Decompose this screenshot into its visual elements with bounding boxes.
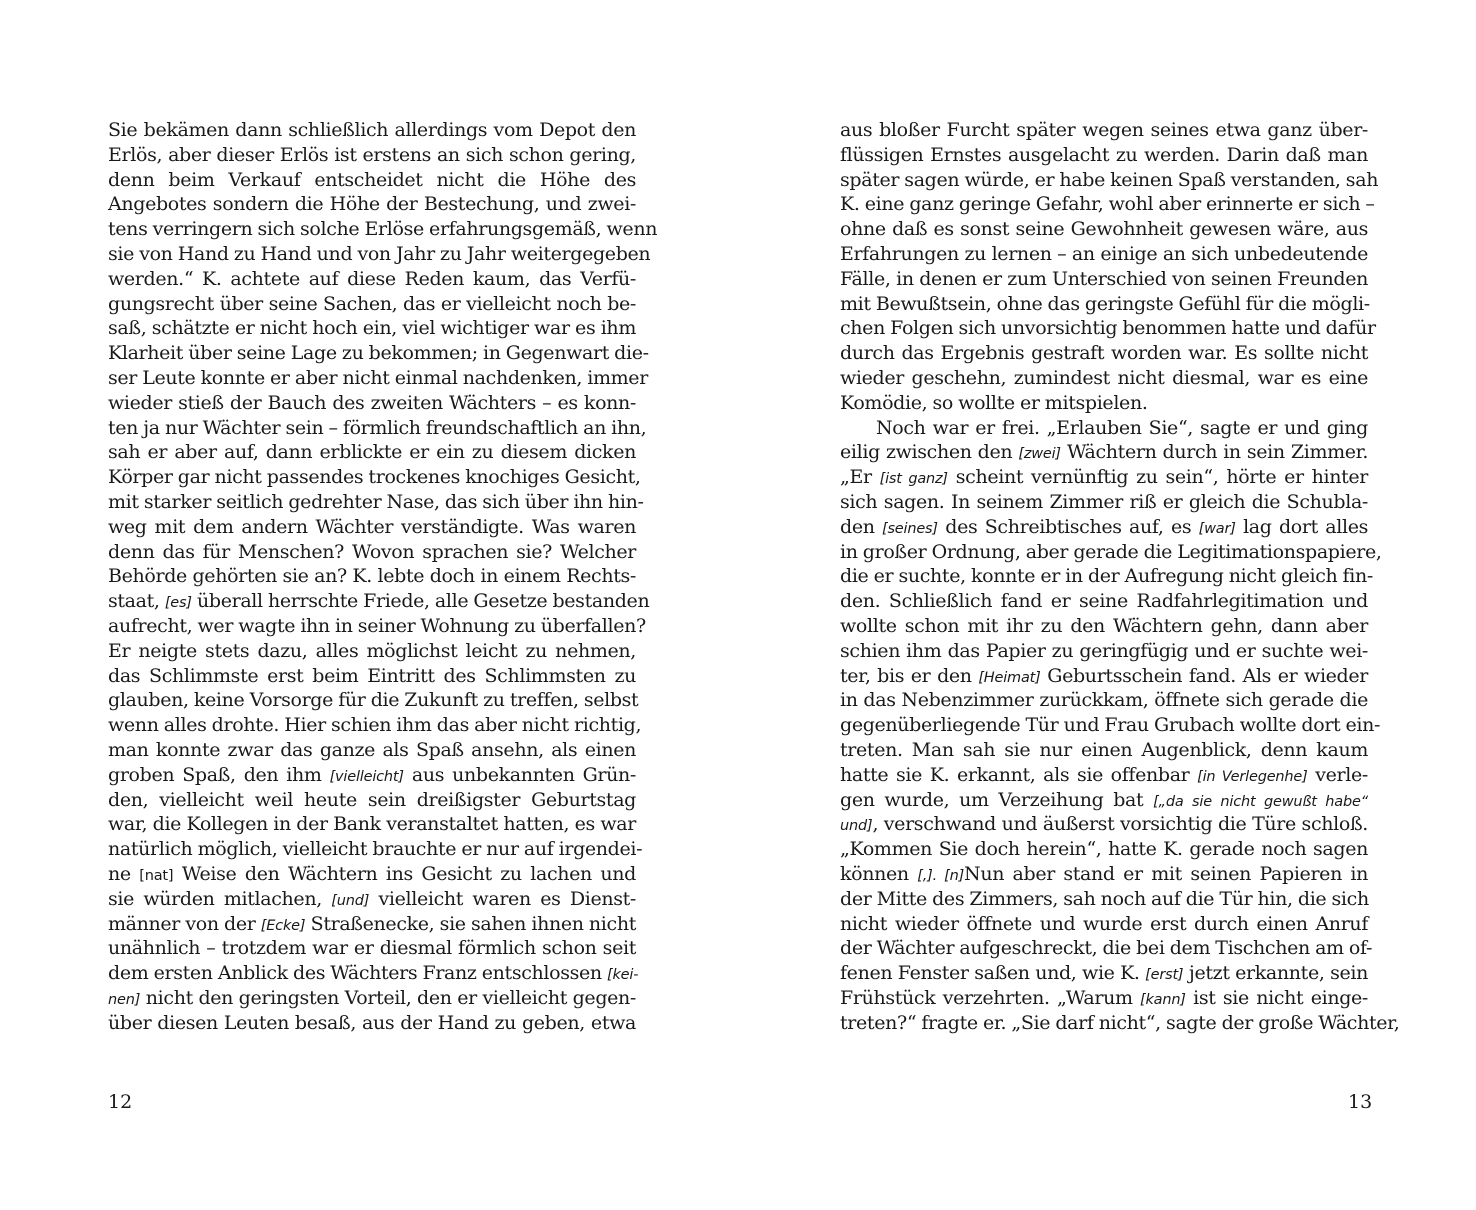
text-segment: fenen Fenster saßen und, wie K. (840, 962, 1146, 985)
text-line (108, 465, 641, 490)
text-segment: gen wurde, um Verzeihung bat (840, 788, 1154, 811)
text-segment: mit starker seitlich gedrehter Nase, das sich über ihn hin- (108, 490, 644, 513)
text-segment: mit Bewußtsein, ohne das geringste Gefühl für die mögli- (840, 292, 1370, 315)
text-segment: gegenüberliegende Tür und Frau Grubach wollte dort ein- (840, 714, 1381, 737)
text-line (108, 986, 636, 1011)
text-segment: wenn alles drohte. Hier schien ihm das aber nicht richtig, (108, 714, 642, 737)
editorial-insertion: [ist ganz] (879, 471, 948, 488)
text-segment: den. Schließlich fand er seine Radfahrlegitimation und (840, 590, 1368, 613)
text-line (108, 168, 636, 193)
text-line (840, 837, 1368, 862)
editorial-insertion: [nat] (139, 867, 174, 884)
text-line (840, 292, 1368, 317)
editorial-insertion: [erst] (1145, 967, 1184, 984)
editorial-insertion: [und] (331, 892, 370, 909)
text-segment: in das Nebenzimmer zurückkam, öffnete sich gerade die (840, 689, 1368, 712)
text-segment: sah er aber auf, dann erblickte er ein zu diesem dicken (108, 441, 636, 464)
text-segment: Geburtsschein fand. Als er wieder (1040, 664, 1368, 687)
text-line (840, 961, 1368, 986)
editorial-insertion: [vielleicht] (329, 768, 404, 785)
text-segment: vielleicht waren es Dienst- (369, 887, 636, 910)
text-line (108, 688, 639, 713)
text-line (840, 713, 1381, 738)
text-line (108, 490, 644, 515)
text-line (108, 589, 650, 614)
text-segment: die er suchte, konnte er in der Aufregung nicht gleich fin- (840, 565, 1373, 588)
text-segment: Erlös, aber dieser Erlös ist erstens an sich schon gering, (108, 143, 636, 166)
text-line (108, 936, 636, 961)
text-segment: denn beim Verkauf entscheidet nicht die Höhe des (108, 168, 636, 191)
text-line (840, 812, 1368, 837)
text-line (108, 391, 636, 416)
text-segment: weg mit dem andern Wächter verständigte. Was waren (108, 515, 636, 538)
text-line (108, 341, 649, 366)
text-segment: chen Folgen sich unvorsichtig benommen hatte und dafür (840, 317, 1376, 340)
editorial-insertion: [war] (1198, 520, 1236, 537)
text-segment: tens verringern sich solche Erlöse erfahrungsgemäß, wenn (108, 218, 658, 241)
text-segment: eilig zwischen den (840, 441, 1019, 464)
text-line (840, 168, 1379, 193)
text-line (840, 192, 1375, 217)
text-line (840, 440, 1368, 465)
editorial-insertion: [,]. [n] (917, 867, 965, 884)
text-line (108, 192, 636, 217)
text-line (108, 713, 642, 738)
text-line (108, 961, 639, 986)
text-line (840, 738, 1368, 763)
text-segment: wieder stieß der Bauch des zweiten Wächters – es konn- (108, 391, 636, 414)
text-segment: dem ersten Anblick des Wächters Franz entschlossen (108, 962, 608, 985)
text-segment: gungsrecht über seine Sachen, das er vielleicht noch be- (108, 292, 636, 315)
text-line (108, 912, 636, 937)
text-line (840, 763, 1368, 788)
text-segment: aus bloßer Furcht später wegen seines etwa ganz über- (840, 119, 1368, 141)
editorial-insertion: [Heimat] (978, 669, 1041, 686)
editorial-insertion: [kann] (1139, 991, 1186, 1008)
text-line (840, 936, 1373, 961)
text-line (108, 118, 636, 143)
text-line (840, 788, 1368, 813)
text-line (840, 862, 1368, 887)
text-segment: verle- (1307, 763, 1368, 786)
text-segment: Komödie, so wollte er mitspielen. (840, 391, 1148, 414)
text-line (840, 465, 1368, 490)
text-line (108, 242, 651, 267)
right-page-number: 13 (1348, 1091, 1373, 1113)
left-page-text (108, 118, 658, 1035)
text-line (840, 416, 1368, 441)
editorial-insertion: [seines] (881, 520, 938, 537)
editorial-insertion: [es] (164, 595, 192, 612)
text-segment: ne (108, 862, 140, 885)
text-segment: Sie bekämen dann schließlich allerdings vom Depot den (108, 119, 636, 141)
text-line (840, 688, 1368, 713)
text-segment: aus unbekannten Grün- (403, 763, 636, 786)
left-page (108, 118, 658, 1035)
text-segment: Körper gar nicht passendes trockenes knochiges Gesicht, (108, 466, 641, 489)
text-segment: den, vielleicht weil heute sein dreißigster Geburtstag (108, 788, 636, 811)
text-segment: „Kommen Sie doch herein“, hatte K. gerade noch sagen (840, 838, 1368, 861)
text-segment: des Schreibtisches auf, es (937, 515, 1199, 538)
text-line (108, 217, 658, 242)
text-segment: Weise den Wächtern ins Gesicht zu lachen und (173, 862, 636, 885)
text-segment: hatte sie K. erkannt, als sie offenbar (840, 763, 1198, 786)
text-line (108, 540, 636, 565)
text-segment: saß, schätzte er nicht hoch ein, viel wichtiger war es ihm (108, 317, 636, 340)
text-segment: glauben, keine Vorsorge für die Zukunft zu treffen, selbst (108, 689, 639, 712)
text-segment: treten?“ fragte er. „Sie darf nicht“, sagte der große Wächter, (840, 1011, 1400, 1034)
text-line (108, 515, 636, 540)
text-segment: Frühstück verzehrten. „Warum (840, 986, 1140, 1009)
text-segment: aufrecht, wer wagte ihn in seiner Wohnung zu überfallen? (108, 614, 646, 637)
text-segment: wollte schon mit ihr zu den Wächtern gehn, dann aber (840, 614, 1368, 637)
text-segment: ist sie nicht einge- (1185, 986, 1368, 1009)
text-segment: treten. Man sah sie nur einen Augenblick, denn kaum (840, 738, 1368, 761)
text-line (840, 366, 1368, 391)
text-segment: werden.“ K. achtete auf diese Reden kaum, das Verfü- (108, 267, 636, 290)
editorial-insertion: [in Verlegenhe] (1197, 768, 1308, 785)
text-line (840, 639, 1368, 664)
text-line (108, 440, 636, 465)
text-segment: natürlich möglich, vielleicht brauchte er nur auf irgendei- (108, 838, 643, 861)
text-segment: denn das für Menschen? Wovon sprachen sie? Welcher (108, 540, 636, 563)
text-line (840, 267, 1368, 292)
text-line (108, 1011, 636, 1036)
text-line (840, 664, 1368, 689)
text-line (840, 217, 1368, 242)
editorial-insertion: [zwei] (1018, 446, 1061, 463)
text-segment: jetzt erkannte, sein (1183, 962, 1368, 985)
text-segment: nicht den geringsten Vorteil, den er vielleicht gegen- (140, 986, 636, 1009)
text-line (108, 837, 643, 862)
editorial-insertion: und] (840, 818, 873, 835)
text-segment: nicht wieder öffnete und wurde erst durch einen Anruf (840, 912, 1368, 935)
text-segment: groben Spaß, den ihm (108, 763, 330, 786)
text-segment: überall herrschte Friede, alle Gesetze bestanden (191, 590, 650, 613)
right-page-text (840, 118, 1400, 1035)
text-line (840, 887, 1368, 912)
text-segment: über diesen Leuten besaß, aus der Hand zu geben, etwa (108, 1011, 636, 1034)
text-line (840, 242, 1368, 267)
text-segment: Klarheit über seine Lage zu bekommen; in Gegenwart die- (108, 342, 649, 365)
text-segment: Straßenecke, sie sahen ihnen nicht (305, 912, 636, 935)
text-segment: der Mitte des Zimmers, sah noch auf die Tür hin, die sich (840, 887, 1369, 910)
text-segment: lag dort alles (1235, 515, 1368, 538)
text-line (108, 639, 636, 664)
text-line (840, 986, 1368, 1011)
text-segment: männer von der (108, 912, 261, 935)
text-segment: war, die Kollegen in der Bank veranstaltet hatten, es war (108, 813, 636, 836)
text-line (840, 589, 1368, 614)
text-line (108, 416, 647, 441)
text-segment: den (840, 515, 882, 538)
text-segment: durch das Ergebnis gestraft worden war. Es sollte nicht (840, 342, 1368, 365)
text-segment: später sagen würde, er habe keinen Spaß verstanden, sah (840, 168, 1379, 191)
text-segment: ten ja nur Wächter sein – förmlich freundschaftlich an ihn, (108, 416, 647, 439)
text-line (108, 738, 636, 763)
editorial-insertion: [kei- (607, 967, 639, 984)
text-line (840, 490, 1368, 515)
text-line (840, 515, 1368, 540)
text-line (108, 267, 636, 292)
text-segment: können (840, 862, 918, 885)
text-segment: Fälle, in denen er zum Unterschied von seinen Freunden (840, 267, 1368, 290)
text-segment: Angebotes sondern die Höhe der Bestechung, und zwei- (108, 193, 636, 216)
text-line (108, 292, 636, 317)
editorial-insertion: [„da sie nicht gewußt habe“ (1153, 793, 1368, 810)
text-line (108, 564, 636, 589)
text-line (108, 887, 636, 912)
text-segment: ser Leute konnte er aber nicht einmal nachdenken, immer (108, 366, 648, 389)
text-segment: wieder geschehn, zumindest nicht diesmal, war es eine (840, 366, 1368, 389)
text-line (840, 143, 1368, 168)
text-line (108, 316, 636, 341)
text-segment: , verschwand und äußerst vorsichtig die Türe schloß. (872, 813, 1368, 836)
text-line (840, 341, 1368, 366)
left-page-number: 12 (108, 1091, 133, 1113)
text-line (840, 564, 1373, 589)
text-line (840, 540, 1382, 565)
text-line (108, 763, 636, 788)
text-segment: sie von Hand zu Hand und von Jahr zu Jahr weitergegeben (108, 242, 651, 265)
text-line (840, 316, 1376, 341)
text-line (108, 788, 636, 813)
text-line (108, 664, 636, 689)
text-line (108, 862, 636, 887)
text-segment: der Wächter aufgeschreckt, die bei dem Tischchen am of- (840, 937, 1373, 960)
text-segment: man konnte zwar das ganze als Spaß ansehn, als einen (108, 738, 636, 761)
text-segment: scheint vernünftig zu sein“, hörte er hinter (947, 466, 1369, 489)
text-segment: flüssigen Ernstes ausgelacht zu werden. Darin daß man (840, 143, 1368, 166)
text-segment: K. eine ganz geringe Gefahr, wohl aber erinnerte er sich – (840, 193, 1375, 216)
text-segment: Noch war er frei. „Erlauben Sie“, sagte er und ging (876, 416, 1368, 439)
text-line (108, 143, 636, 168)
text-segment: staat, (108, 590, 165, 613)
text-segment: Erfahrungen zu lernen – an einige an sich unbedeutende (840, 242, 1368, 265)
right-page (840, 118, 1400, 1035)
text-line (108, 366, 648, 391)
text-segment: schien ihm das Papier zu geringfügig und er suchte wei- (840, 639, 1368, 662)
text-line (840, 118, 1368, 143)
text-segment: Behörde gehörten sie an? K. lebte doch in einem Rechts- (108, 565, 636, 588)
text-segment: in großer Ordnung, aber gerade die Legitimationspapiere, (840, 540, 1382, 563)
text-segment: unähnlich – trotzdem war er diesmal förmlich schon seit (108, 937, 636, 960)
editorial-insertion: [Ecke] (260, 917, 306, 934)
text-segment: Er neigte stets dazu, alles möglichst leicht zu nehmen, (108, 639, 636, 662)
text-line (840, 912, 1368, 937)
text-segment: sie würden mitlachen, (108, 887, 332, 910)
text-line (840, 614, 1368, 639)
text-line (840, 391, 1368, 416)
text-segment: sich sagen. In seinem Zimmer riß er gleich die Schubla- (840, 490, 1368, 513)
text-segment: „Er (840, 466, 880, 489)
editorial-insertion: nen] (108, 991, 141, 1008)
text-line (108, 614, 646, 639)
text-segment: ter, bis er den (840, 664, 979, 687)
text-segment: ohne daß es sonst seine Gewohnheit gewesen wäre, aus (840, 218, 1368, 241)
text-line (840, 1011, 1400, 1036)
text-segment: Nun aber stand er mit seinen Papieren in (964, 862, 1369, 885)
text-segment: das Schlimmste erst beim Eintritt des Schlimmsten zu (108, 664, 636, 687)
text-line (108, 812, 636, 837)
text-segment: Wächtern durch in sein Zimmer. (1060, 441, 1369, 464)
